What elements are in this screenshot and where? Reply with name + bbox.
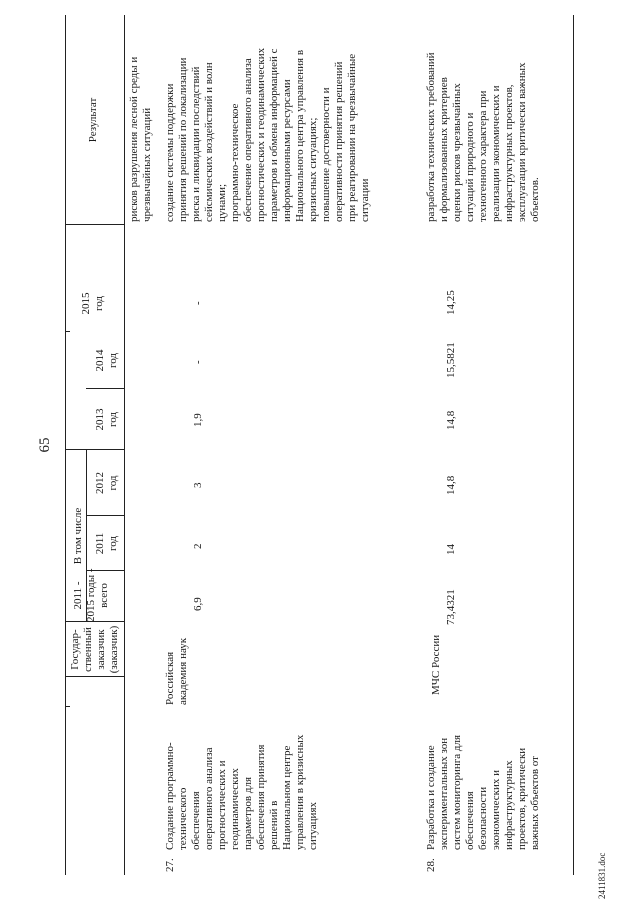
row-27-2012: 3 <box>192 482 204 488</box>
row-27-2015: - <box>192 301 204 305</box>
header-year-2011: 2011 год <box>94 532 119 555</box>
table-top-border <box>65 15 66 875</box>
row-27-customer: Российская академия наук <box>164 637 189 705</box>
row-28-2011: 14 <box>445 544 457 555</box>
header-bottom-border <box>124 15 125 875</box>
table-bottom-border <box>573 15 574 875</box>
header-result: Результат <box>87 97 99 143</box>
col-divider-2015 <box>65 331 70 332</box>
row-28-2014: 15,5821 <box>445 342 457 378</box>
header-year-2013: 2013 год <box>94 408 119 431</box>
row-28-result: разработка технических требований и формализованных критериев оценки рисков чрезвычайных ситуаций природного и техногенного характера при реализации экономических и инфраструктурных проектов, эксплуатации критически важных объектов. <box>425 52 541 222</box>
row-27-total: 6,9 <box>192 597 204 611</box>
header-total: 2011 - 2015 годы - всего <box>72 568 110 622</box>
row-27-2013: 1,9 <box>192 413 204 427</box>
row-27-2014: - <box>192 360 204 364</box>
col-divider-name <box>65 706 70 707</box>
row-27-number: 27. <box>164 858 176 872</box>
header-year-2014: 2014 год <box>94 349 119 372</box>
row-28-number: 28. <box>425 858 437 872</box>
page-number: 65 <box>37 437 53 453</box>
footer-filename: 2411831.doc <box>597 852 607 899</box>
row-28-name: Разработка и создание экспериментальных зон систем мониторинга для обеспечения безопасности экономических и инфраструктурных проектов, критически важных объектов от <box>425 734 541 850</box>
header-including: В том числе <box>72 507 84 565</box>
row-28-2015: 14,25 <box>445 290 457 315</box>
header-year-2015: 2015 год <box>80 292 105 315</box>
row-28-customer: МЧС России <box>430 634 442 695</box>
row-27-result: создание системы поддержки принятия решений по локализации риска и ликвидации последствий сейсмических воздействий и волн цунами; программно-техническое обеспечение оперативного анализа прогностических и геодинамических параметров и обмена информацией с информационными ресурсами Национального центра управления в кризисных ситуациях; повышение достоверности и оперативности принятия решений при реагировании на чрезвычайные ситуации <box>164 47 371 222</box>
row-28-2012: 14,8 <box>445 475 457 495</box>
header-customer: Государ- ственный заказчик (заказчик) <box>69 625 120 674</box>
row-27-2011: 2 <box>192 543 204 549</box>
row-27-name: Создание программно- технического обеспечения оперативного анализа прогностических и геодинамических параметров для обеспечения принятия решений в Национальном центре управления в кризисных ситуациях <box>164 734 319 850</box>
header-year-2012: 2012 год <box>94 472 119 494</box>
row-28-2013: 14,8 <box>445 410 457 430</box>
row-28-total: 73,4321 <box>445 589 457 625</box>
continued-result: рисков разрушения лесной среды и чрезвычайных ситуаций <box>128 56 153 222</box>
